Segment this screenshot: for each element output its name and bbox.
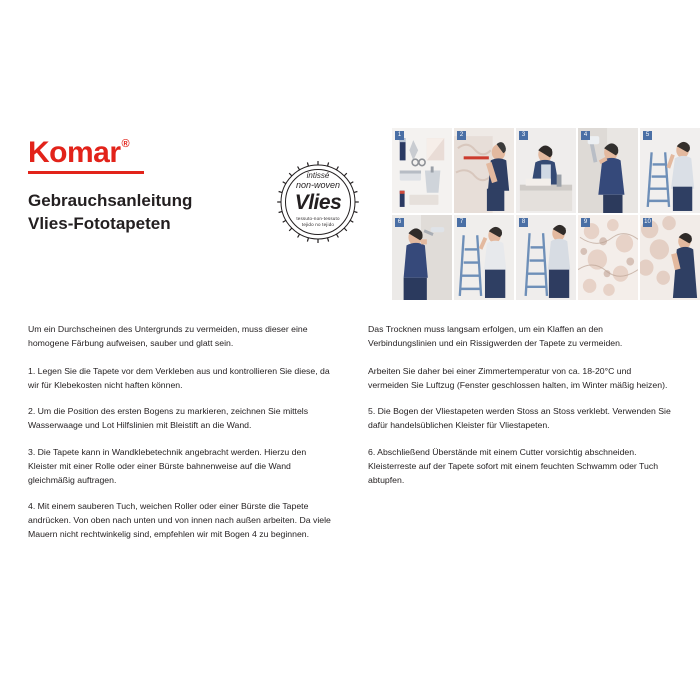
photo-step-6: [392, 215, 452, 300]
registered-mark: ®: [121, 138, 130, 150]
paragraph-drying: Das Trocknen muss langsam erfolgen, um ein Klaffen an den Verbindungslinien und ein Rissigwerden der Tapete zu vermeiden.: [368, 324, 623, 349]
vlies-seal-text: [266, 150, 370, 254]
photo-step-3: [516, 128, 576, 213]
photo-step-7: [454, 215, 514, 300]
paragraph-intro: Um ein Durchscheinen des Untergrunds zu vermeiden, muss dieser eine homogene Färbung aufweisen, sauber und glatt sein.: [28, 324, 308, 349]
komar-logo: [28, 138, 128, 168]
photo-step-4: [578, 128, 638, 213]
page-title-line2: Vlies-Fototapeten: [28, 213, 171, 233]
brand-block: [28, 138, 258, 236]
photo-step-number: 5: [643, 131, 652, 140]
photo-step-number: 1: [395, 131, 404, 140]
seal-line-intisse: intissé: [306, 171, 330, 180]
vlies-seal: [266, 150, 370, 254]
photo-step-number: 7: [457, 218, 466, 227]
seal-line-tessuto: tessuto-non-tessuto: [296, 216, 340, 221]
photo-step-number: 10: [644, 219, 651, 225]
paragraph-step-6: 6. Abschließend Überstände mit einem Cutter vorsichtig abschneiden. Kleisterreste auf der Tapete sofort mit einem feuchten Schwamm oder Tuch abtupfen.: [368, 446, 659, 485]
page-title: [28, 190, 258, 236]
paragraph-step-3: 3. Die Tapete kann in Wandklebetechnik angebracht werden. Hierzu den Kleister mit einer Rolle oder einer Bürste bahnenweise auf die Wand gleichmäßig auftragen.: [28, 446, 307, 485]
document-header: [28, 128, 672, 308]
seal-line-vlies: Vlies: [294, 191, 342, 214]
photo-step-number: 9: [581, 218, 590, 227]
seal-line-nonwoven: non-woven: [295, 180, 341, 190]
paragraph-step-5: 5. Die Bogen der Vliestapeten werden Stoss an Stoss verklebt. Verwenden Sie dafür handelsüblichen Kleister für Vliestapeten.: [368, 406, 671, 431]
page-title-line1: Gebrauchsanleitung: [28, 191, 193, 210]
paragraph-step-2: 2. Um die Position des ersten Bogens zu markieren, zeichnen Sie mittels Wasserwaage und Lot Hilfslinien mit Bleistift an die Wand.: [28, 406, 309, 431]
photo-step-number: 8: [519, 218, 528, 227]
photo-step-5: [640, 128, 700, 213]
photo-step-1: [392, 128, 452, 213]
photo-step-number: 4: [581, 131, 590, 140]
photo-step-9: [578, 215, 638, 300]
seal-line-tejido: tejido no tejido: [301, 222, 335, 227]
photo-step-number: 2: [457, 131, 466, 140]
photo-step-number: 6: [395, 218, 404, 227]
instructions-column-right: [368, 322, 672, 499]
photo-step-2: [454, 128, 514, 213]
paragraph-step-4: 4. Mit einem sauberen Tuch, weichen Roller oder einer Bürste die Tapete andrücken. Von oben nach unten und von innen nach außen arbeiten. Da viele Mauern nicht rechtwinkelig sind, empfehlen wir mit Bogen 4 zu beginnen.: [28, 500, 331, 540]
instructions-column-left: [28, 322, 332, 553]
photo-step-10: [640, 215, 700, 300]
instruction-photo-grid: [392, 128, 700, 300]
photo-step-8: [516, 215, 576, 300]
paragraph-temperature: Arbeiten Sie daher bei einer Zimmertemperatur von ca. 18-20°C und vermeiden Sie Luftzug (Fenster geschlossen halten, im Winter mäßig heizen).: [368, 366, 668, 391]
photo-step-number: 3: [519, 131, 528, 140]
brand-name: Komar: [28, 136, 121, 169]
paragraph-step-1: 1. Legen Sie die Tapete vor dem Verkleben aus und kontrollieren Sie diese, da wir für Klebekosten nicht haften können.: [28, 366, 330, 391]
brand-underline: [28, 171, 144, 174]
